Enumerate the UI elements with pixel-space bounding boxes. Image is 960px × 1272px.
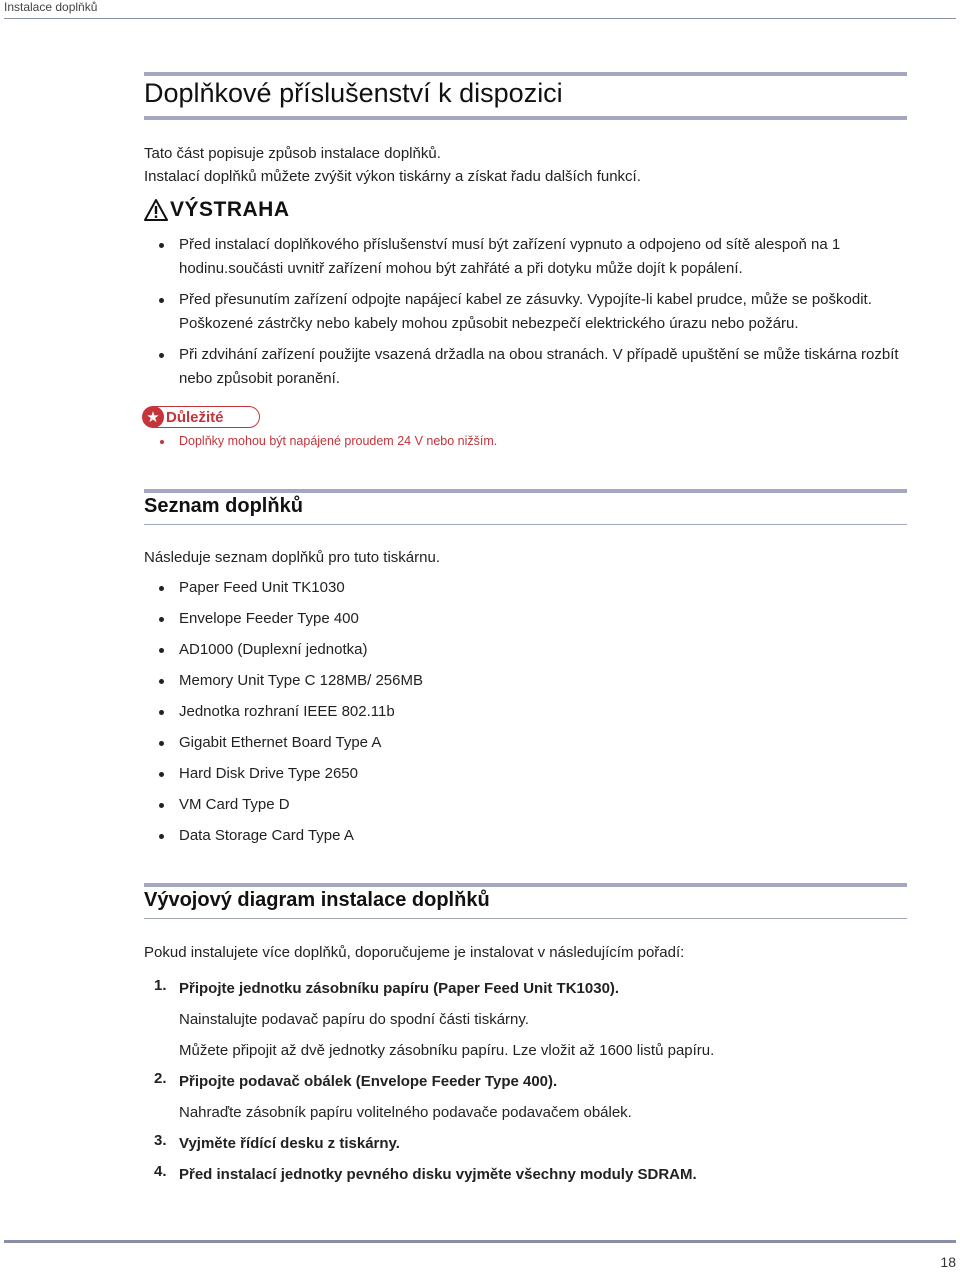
intro-line-1: Tato část popisuje způsob instalace doplňků. bbox=[144, 145, 441, 162]
title-rule-bottom bbox=[144, 116, 907, 120]
intro-line-2: Instalací doplňků můžete zvýšit výkon tiskárny a získat řadu dalších funkcí. bbox=[144, 168, 641, 185]
important-badge bbox=[144, 406, 260, 428]
step-number: 3. bbox=[154, 1132, 167, 1149]
section-rule-bottom bbox=[144, 918, 907, 919]
section-rule-bottom bbox=[144, 524, 907, 525]
section-title-flowchart: Vývojový diagram instalace doplňků bbox=[144, 889, 490, 911]
warning-triangle-icon bbox=[144, 198, 168, 222]
step-title: Připojte podavač obálek (Envelope Feeder Type 400). bbox=[179, 1073, 558, 1090]
step-title: Připojte jednotku zásobníku papíru (Paper Feed Unit TK1030). bbox=[179, 980, 620, 997]
step-text: Nainstalujte podavač papíru do spodní části tiskárny. bbox=[179, 1011, 529, 1028]
section-title-accessories: Seznam doplňků bbox=[144, 495, 303, 517]
warning-header bbox=[144, 198, 290, 222]
warning-list bbox=[144, 233, 910, 391]
accessory-item: Paper Feed Unit TK1030 bbox=[144, 576, 423, 607]
running-header: Instalace doplňků bbox=[4, 0, 98, 14]
accessory-item: Gigabit Ethernet Board Type A bbox=[144, 731, 423, 762]
section-rule-top bbox=[144, 489, 907, 493]
accessory-item: AD1000 (Duplexní jednotka) bbox=[144, 638, 423, 669]
accessory-item: Hard Disk Drive Type 2650 bbox=[144, 762, 423, 793]
star-icon: ★ bbox=[142, 406, 164, 428]
warning-item: Před instalací doplňkového příslušenství musí být zařízení vypnuto a odpojeno od sítě alespoň na 1 hodinu.součásti uvnitř zařízení mohou být zahřáté a při dotyku může dojít k popálení. bbox=[144, 233, 910, 281]
accessory-item: Envelope Feeder Type 400 bbox=[144, 607, 423, 638]
important-title: Důležité bbox=[166, 408, 224, 426]
warning-item: Před přesunutím zařízení odpojte napájecí kabel ze zásuvky. Vypojíte-li kabel prudce, může se poškodit. Poškozené zástrčky nebo kabely mohou způsobit nebezpečí elektrického úrazu nebo požáru. bbox=[144, 288, 910, 336]
step-text: Můžete připojit až dvě jednotky zásobníku papíru. Lze vložit až 1600 listů papíru. bbox=[179, 1042, 715, 1059]
page-number: 18 bbox=[940, 1254, 956, 1270]
accessories-intro: Následuje seznam doplňků pro tuto tiskárnu. bbox=[144, 549, 441, 566]
step-title: Před instalací jednotky pevného disku vyjměte všechny moduly SDRAM. bbox=[179, 1166, 697, 1183]
step-item bbox=[144, 1163, 910, 1194]
section-rule-top bbox=[144, 883, 907, 887]
accessory-item: VM Card Type D bbox=[144, 793, 423, 824]
accessory-item: Memory Unit Type C 128MB/ 256MB bbox=[144, 669, 423, 700]
accessory-item: Jednotka rozhraní IEEE 802.11b bbox=[144, 700, 423, 731]
accessory-item: Data Storage Card Type A bbox=[144, 824, 423, 855]
step-item bbox=[144, 977, 910, 1070]
warning-title: VÝSTRAHA bbox=[170, 198, 290, 221]
page-title: Doplňkové příslušenství k dispozici bbox=[144, 78, 563, 108]
accessories-list bbox=[144, 576, 423, 855]
install-steps bbox=[144, 977, 910, 1194]
step-number: 2. bbox=[154, 1070, 167, 1087]
title-rule-top bbox=[144, 72, 907, 76]
warning-item: Při zdvihání zařízení použijte vsazená držadla na obou stranách. V případě upuštění se může tiskárna rozbít nebo způsobit poranění. bbox=[144, 343, 910, 391]
footer-rule bbox=[4, 1240, 956, 1243]
step-item bbox=[144, 1132, 910, 1163]
step-number: 1. bbox=[154, 977, 167, 994]
flowchart-intro: Pokud instalujete více doplňků, doporučujeme je instalovat v následujícím pořadí: bbox=[144, 944, 685, 961]
step-item bbox=[144, 1070, 910, 1132]
step-text: Nahraďte zásobník papíru volitelného podavače podavačem obálek. bbox=[179, 1104, 632, 1121]
step-title: Vyjměte řídící desku z tiskárny. bbox=[179, 1135, 400, 1152]
step-number: 4. bbox=[154, 1163, 167, 1180]
header-rule bbox=[4, 18, 956, 19]
important-item: Doplňky mohou být napájené proudem 24 V nebo nižším. bbox=[144, 434, 497, 448]
important-list bbox=[144, 434, 497, 448]
